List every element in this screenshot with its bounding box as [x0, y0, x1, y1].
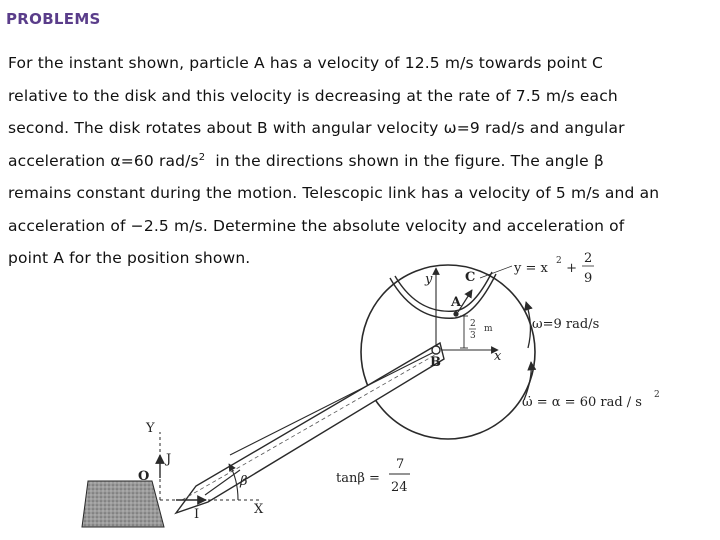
particle-a — [453, 311, 458, 316]
label-a: A — [451, 295, 462, 310]
pivot-b — [432, 346, 440, 354]
omega-arrow — [526, 302, 530, 348]
problem-line-4-start: acceleration α=60 rad/s — [8, 151, 199, 170]
label-c: C — [465, 270, 476, 285]
curve-equation-lhs: y = x — [514, 261, 548, 276]
tan-beta-denominator: 24 — [391, 480, 408, 495]
problem-line-2: relative to the disk and this velocity is decreasing at the rate of 7.5 m/s each — [8, 86, 618, 105]
omega-label: ω=9 rad/s — [532, 317, 600, 332]
label-b: B — [430, 355, 441, 370]
label-o: O — [138, 469, 150, 484]
label-y-disk: y — [425, 272, 433, 287]
problem-line-1: For the instant shown, particle A has a velocity of 12.5 m/s towards point C — [8, 54, 604, 72]
label-x-fixed: X — [254, 502, 264, 517]
dimension-numerator: 2 — [470, 319, 476, 329]
alpha-label: ω̇ = α = 60 rad / s — [522, 395, 642, 410]
problem-line-7: point A for the position shown. — [8, 249, 251, 267]
tan-beta-numerator: 7 — [396, 457, 405, 472]
tan-beta-lhs: tanβ = — [336, 471, 380, 486]
curve-equation-exponent: 2 — [556, 256, 562, 266]
problem-line-6: acceleration of −2.5 m/s. Determine the absolute velocity and acceleration of — [8, 216, 625, 235]
page-heading: PROBLEMS — [6, 10, 101, 28]
problem-line-4-end: in the directions shown in the figure. The angle β — [205, 151, 604, 170]
parabolic-slot-inner — [395, 272, 492, 311]
label-beta: β — [240, 474, 248, 489]
dimension-unit: m — [484, 324, 493, 334]
problem-line-5: remains constant during the motion. Telescopic link has a velocity of 5 m/s and an — [8, 184, 660, 202]
curve-equation-leader — [480, 266, 512, 278]
dimension-denominator: 3 — [470, 331, 476, 341]
curve-equation-denominator: 9 — [584, 271, 593, 286]
curve-equation-numerator: 2 — [584, 251, 593, 266]
label-x-disk: x — [494, 349, 502, 364]
label-y-fixed: Y — [146, 421, 155, 436]
problem-line-4-exponent: 2 — [198, 151, 206, 163]
label-i: I — [194, 507, 200, 522]
base-support — [82, 481, 164, 527]
label-j: J — [166, 452, 172, 467]
rotating-disk — [361, 265, 535, 439]
curve-equation-plus: + — [562, 261, 582, 276]
problem-line-3: second. The disk rotates about B with angular velocity ω=9 rad/s and angular — [8, 119, 625, 137]
alpha-label-exponent: 2 — [654, 390, 660, 400]
